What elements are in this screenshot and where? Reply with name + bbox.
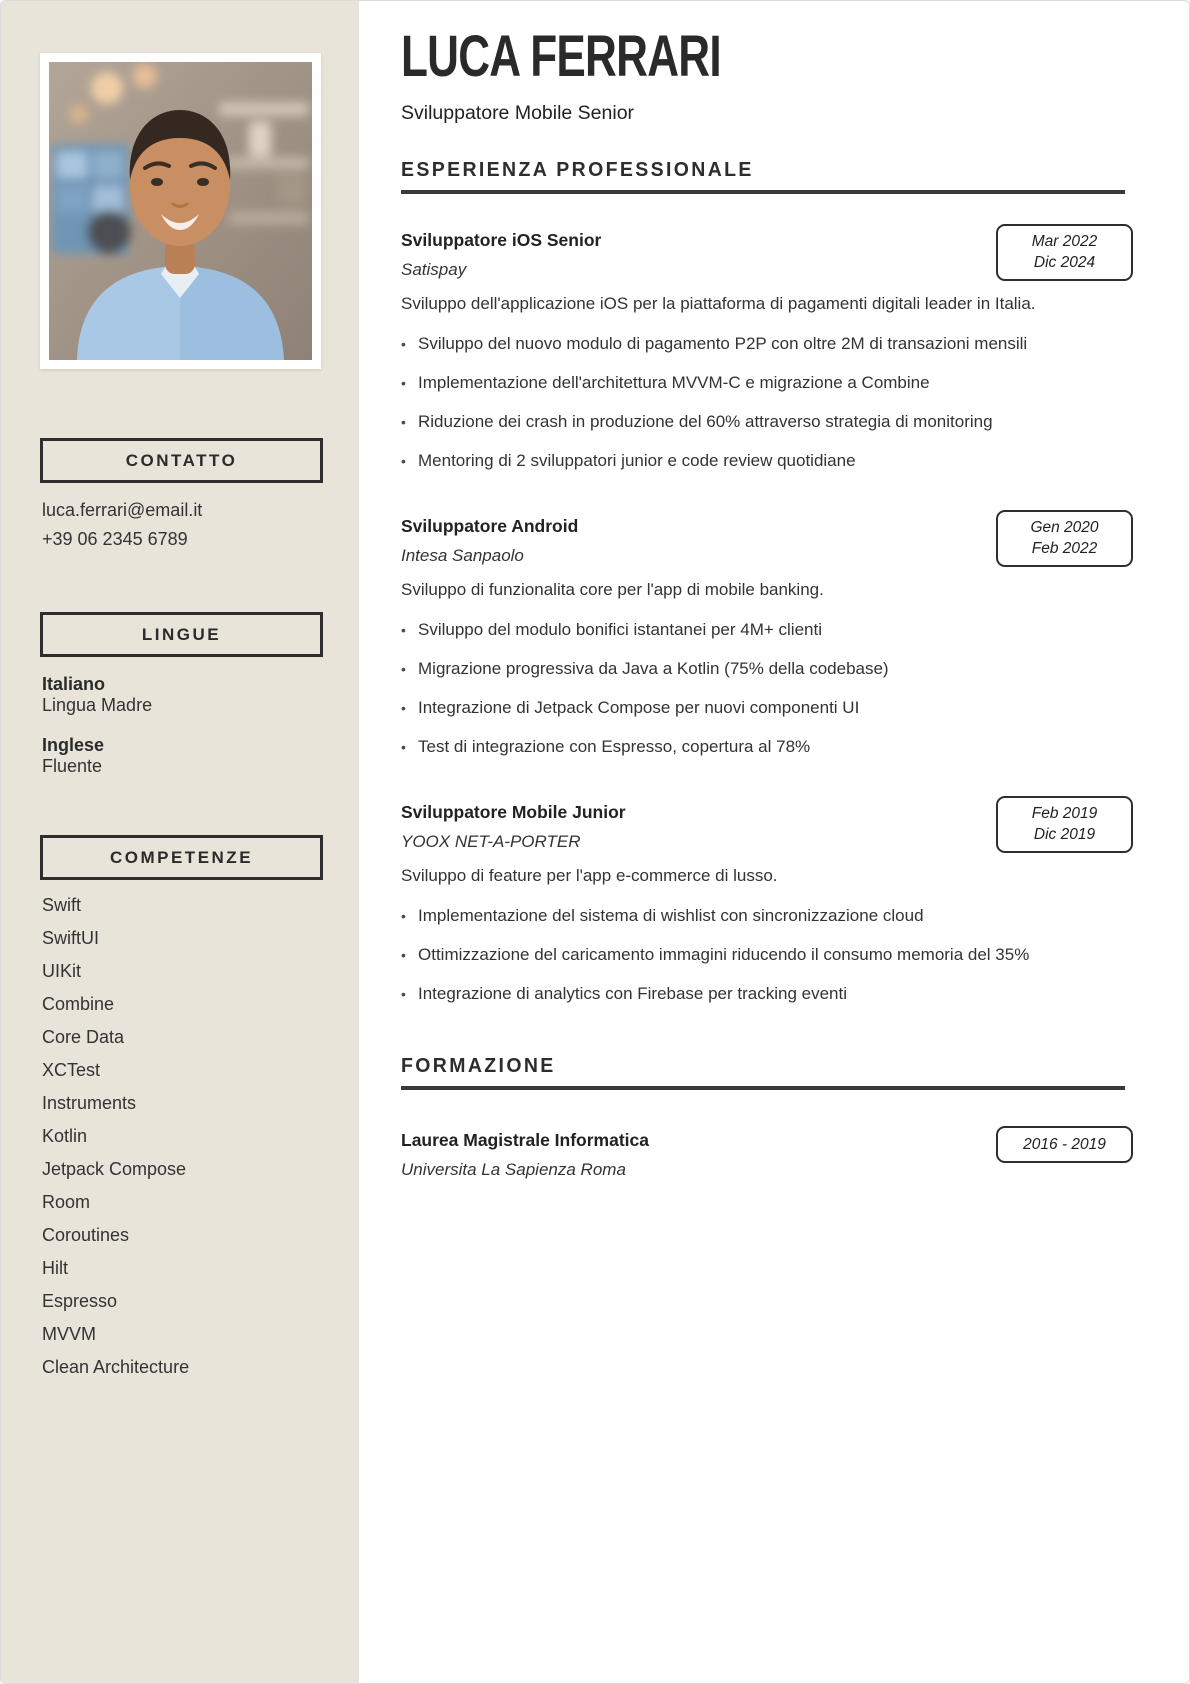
- section-title-education-label: FORMAZIONE: [401, 1054, 556, 1077]
- bullet-list: [401, 903, 1125, 1007]
- languages-section: [40, 612, 323, 777]
- main-content: [359, 1, 1189, 1683]
- bullet-item: • Implementazione del sistema di wishlist con sincronizzazione cloud: [401, 903, 1125, 929]
- bullet-list: [401, 331, 1125, 474]
- skill-item: UIKit: [42, 960, 82, 981]
- date-end: Dic 2019: [1033, 826, 1096, 843]
- page-title: LUCA FERRARI: [401, 24, 721, 89]
- bullet-item: • Sviluppo del nuovo modulo di pagamento P2P con oltre 2M di transazioni mensili: [401, 331, 1125, 357]
- date-start: Mar 2022: [1031, 233, 1098, 250]
- skill-item: MVVM: [42, 1323, 96, 1344]
- language-name: Italiano: [42, 674, 106, 694]
- skill-item: Core Data: [42, 1026, 125, 1047]
- job-title: Sviluppatore iOS Senior: [401, 230, 602, 250]
- date-end: Dic 2024: [1033, 254, 1096, 271]
- bullet-icon: [401, 617, 418, 643]
- job-subtitle: Sviluppatore Mobile Senior: [401, 102, 635, 124]
- profile-photo: [49, 62, 312, 360]
- skills-list: [40, 888, 323, 1383]
- bullet-item: • Integrazione di analytics con Firebase per tracking eventi: [401, 981, 1125, 1007]
- date-badge: [996, 224, 1133, 281]
- language-level: Lingua Madre: [42, 695, 153, 715]
- job-entry: [401, 230, 1125, 474]
- education-entry: [401, 1130, 1125, 1180]
- bullet-item: • Sviluppo del modulo bonifici istantanei per 4M+ clienti: [401, 617, 1125, 643]
- job-title: Sviluppatore Mobile Junior: [401, 802, 626, 822]
- section-title-experience-label: ESPERIENZA PROFESSIONALE: [401, 158, 754, 181]
- skill-item: Instruments: [42, 1092, 137, 1113]
- language-item: [40, 735, 323, 777]
- job-entry: [401, 802, 1125, 1007]
- date-badge: [996, 1126, 1133, 1163]
- school-name: Universita La Sapienza Roma: [401, 1160, 626, 1179]
- date-range: 2016 - 2019: [1023, 1136, 1106, 1153]
- bullet-item: • Implementazione dell'architettura MVVM-C e migrazione a Combine: [401, 370, 1125, 396]
- job-title: Sviluppatore Android: [401, 516, 579, 536]
- skill-item: Clean Architecture: [42, 1356, 190, 1377]
- language-name: Inglese: [42, 735, 105, 755]
- bullet-icon: [401, 734, 418, 760]
- company-name: YOOX NET-A-PORTER: [401, 832, 581, 851]
- skill-item: Kotlin: [42, 1125, 88, 1146]
- degree-title: Laurea Magistrale Informatica: [401, 1130, 649, 1150]
- skill-item: SwiftUI: [42, 927, 100, 948]
- bullet-item: • Integrazione di Jetpack Compose per nuovi componenti UI: [401, 695, 1125, 721]
- languages-heading-label: LINGUE: [141, 625, 222, 644]
- bullet-item: • Mentoring di 2 sviluppatori junior e code review quotidiane: [401, 448, 1125, 474]
- bullet-icon: [401, 695, 418, 721]
- bullet-item: • Riduzione dei crash in produzione del 60% attraverso strategia di monitoring: [401, 409, 1125, 435]
- contact-email: luca.ferrari@email.it: [42, 500, 203, 520]
- job-description: Sviluppo dell'applicazione iOS per la piattaforma di pagamenti digitali leader in Italia.: [401, 294, 1036, 313]
- contact-phone: +39 06 2345 6789: [42, 529, 188, 549]
- bullet-item: • Migrazione progressiva da Java a Kotlin (75% della codebase): [401, 656, 1125, 682]
- date-badge: [996, 796, 1133, 853]
- bullet-icon: [401, 942, 418, 968]
- company-name: Satispay: [401, 260, 467, 279]
- bullet-list: [401, 617, 1125, 760]
- skill-item: Room: [42, 1191, 91, 1212]
- language-item: [40, 674, 323, 716]
- bullet-icon: [401, 903, 418, 929]
- section-title-education: [401, 1051, 1125, 1090]
- languages-heading: [40, 612, 323, 657]
- skills-section: [40, 835, 323, 1383]
- bullet-icon: [401, 981, 418, 1007]
- sidebar: [1, 1, 359, 1683]
- language-level: Fluente: [42, 756, 103, 776]
- bullet-item: • Test di integrazione con Espresso, copertura al 78%: [401, 734, 1125, 760]
- date-start: Feb 2019: [1031, 805, 1098, 822]
- bullet-icon: [401, 448, 418, 474]
- job-entry: [401, 516, 1125, 760]
- date-start: Gen 2020: [1030, 519, 1099, 536]
- skill-item: Swift: [42, 894, 82, 915]
- skill-item: Coroutines: [42, 1224, 130, 1245]
- skill-item: Combine: [42, 993, 115, 1014]
- bullet-icon: [401, 656, 418, 682]
- contact-heading: [40, 438, 323, 483]
- skill-item: XCTest: [42, 1059, 101, 1080]
- date-end: Feb 2022: [1031, 540, 1098, 557]
- skill-item: Hilt: [42, 1257, 68, 1278]
- skill-item: Jetpack Compose: [42, 1158, 187, 1179]
- section-title-experience: [401, 155, 1125, 194]
- date-badge: [996, 510, 1133, 567]
- photo-frame: [40, 53, 321, 369]
- contact-heading-label: CONTATTO: [125, 451, 238, 470]
- company-name: Intesa Sanpaolo: [401, 546, 524, 565]
- bullet-icon: [401, 331, 418, 357]
- contact-section: [40, 438, 323, 554]
- bullet-icon: [401, 370, 418, 396]
- skills-heading-label: COMPETENZE: [109, 848, 254, 867]
- job-description: Sviluppo di funzionalita core per l'app di mobile banking.: [401, 580, 824, 599]
- skill-item: Espresso: [42, 1290, 118, 1311]
- skills-heading: [40, 835, 323, 880]
- bullet-item: • Ottimizzazione del caricamento immagini riducendo il consumo memoria del 35%: [401, 942, 1125, 968]
- job-description: Sviluppo di feature per l'app e-commerce di lusso.: [401, 866, 778, 885]
- bullet-icon: [401, 409, 418, 435]
